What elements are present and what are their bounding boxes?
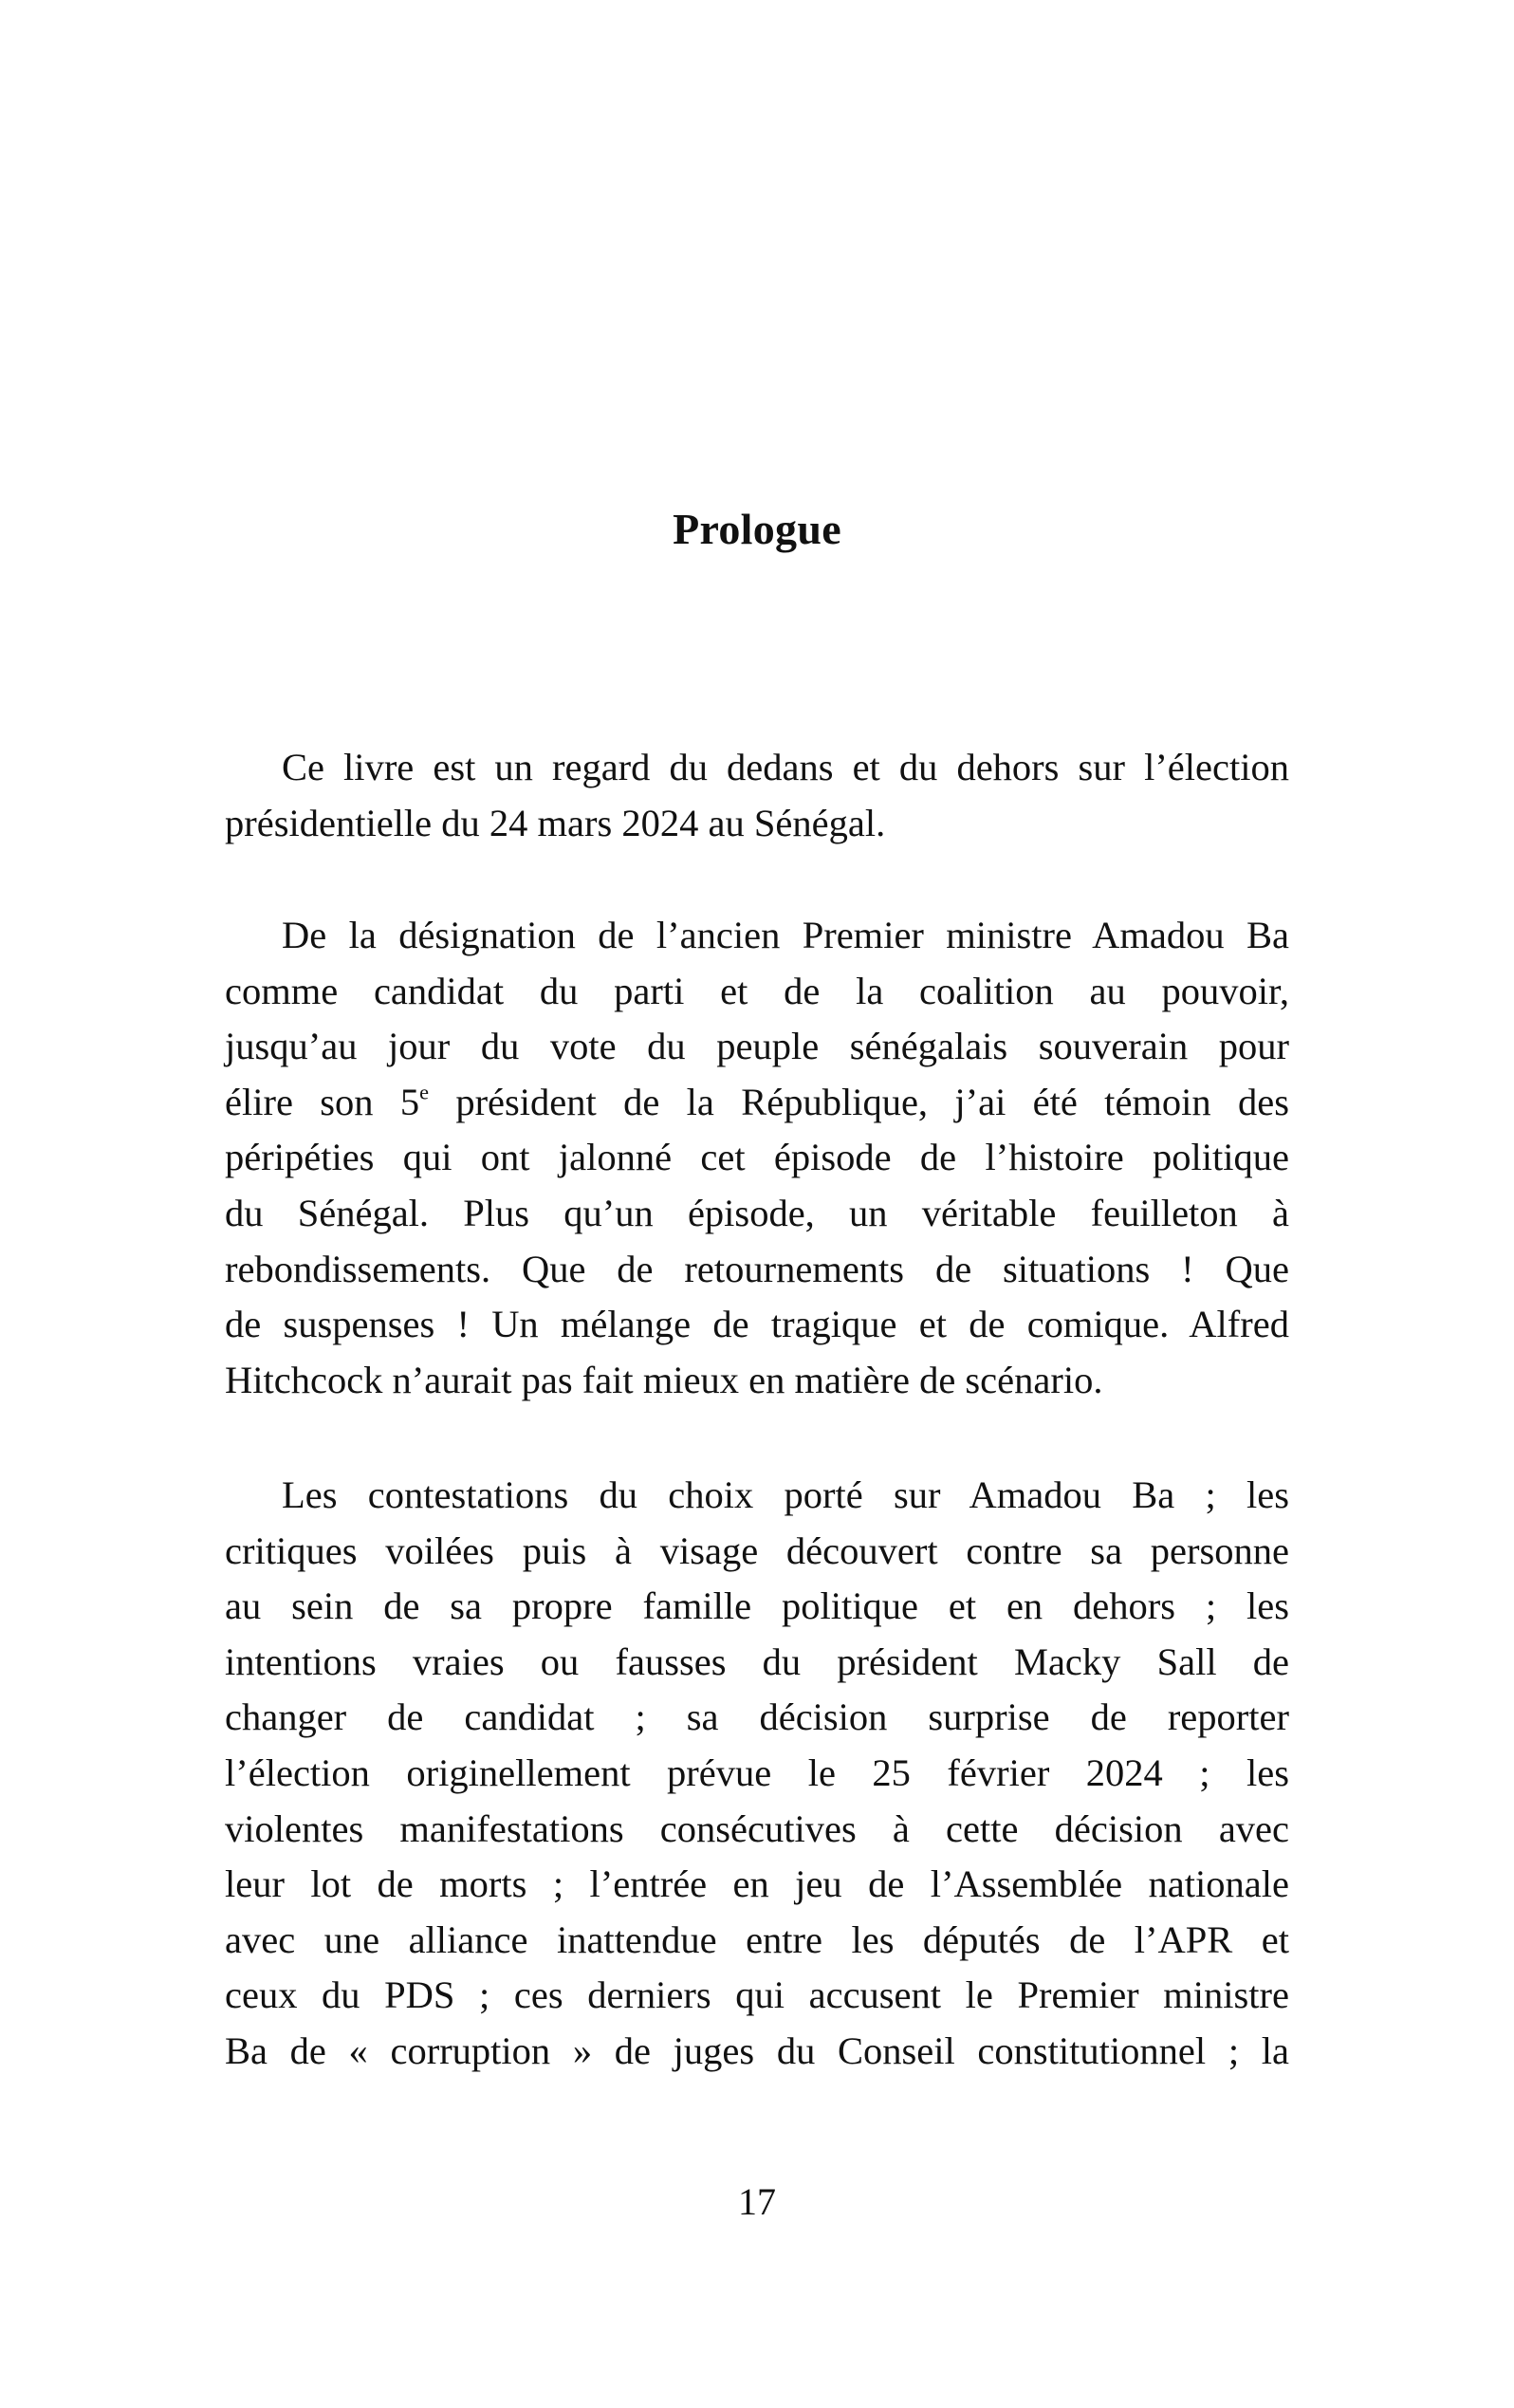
text-line: Hitchcock n’aurait pas fait mieux en matière de scénario. bbox=[225, 1358, 1103, 1401]
text-line: péripéties qui ont jalonné cet épisode de l’histoire politique bbox=[225, 1136, 1289, 1179]
text-line: avec une alliance inattendue entre les députés de l’APR et bbox=[225, 1917, 1289, 1961]
text-line: comme candidat du parti et de la coalition au pouvoir, bbox=[225, 969, 1289, 1012]
text-line: ceux du PDS ; ces derniers qui accusent le Premier ministre bbox=[225, 1973, 1289, 2017]
text-line: intentions vraies ou fausses du président Macky Sall de bbox=[225, 1639, 1289, 1683]
text-fragment: président de la République, j’ai été témoin des bbox=[429, 1080, 1289, 1123]
text-line: rebondissements. Que de retournements de situations ! Que bbox=[225, 1247, 1289, 1290]
text-line: Ba de « corruption » de juges du Conseil constitutionnel ; la bbox=[225, 2028, 1289, 2072]
text-fragment: élire son 5 bbox=[225, 1080, 420, 1123]
text-line: Ce livre est un regard du dedans et du dehors sur l’élection bbox=[282, 746, 1289, 788]
text-line: de suspenses ! Un mélange de tragique et de comique. Alfred bbox=[225, 1303, 1289, 1346]
text-line: violentes manifestations consécutives à cette décision avec bbox=[225, 1806, 1289, 1850]
paragraph-2 bbox=[225, 908, 1289, 1408]
text-line: changer de candidat ; sa décision surprise de reporter bbox=[225, 1695, 1289, 1739]
chapter-title: Prologue bbox=[673, 505, 841, 553]
page-number: 17 bbox=[738, 2180, 776, 2223]
text-line: du Sénégal. Plus qu’un épisode, un véritable feuilleton à bbox=[225, 1191, 1289, 1234]
text-line: présidentielle du 24 mars 2024 au Sénégal. bbox=[225, 801, 886, 844]
text-line: l’élection originellement prévue le 25 février 2024 ; les bbox=[225, 1750, 1289, 1794]
text-line: critiques voilées puis à visage découvert contre sa personne bbox=[225, 1528, 1289, 1572]
paragraph-1 bbox=[225, 740, 1289, 851]
paragraph-3 bbox=[225, 1468, 1289, 2080]
text-line: au sein de sa propre famille politique et en dehors ; les bbox=[225, 1584, 1289, 1628]
text-line: Les contestations du choix porté sur Amadou Ba ; les bbox=[282, 1473, 1289, 1516]
text-line: leur lot de morts ; l’entrée en jeu de l’Assemblée nationale bbox=[225, 1862, 1289, 1906]
text-line: jusqu’au jour du vote du peuple sénégalais souverain pour bbox=[225, 1025, 1289, 1068]
text-line bbox=[225, 1075, 1289, 1131]
ordinal-superscript: e bbox=[419, 1080, 429, 1104]
text-line: De la désignation de l’ancien Premier ministre Amadou Ba bbox=[282, 914, 1289, 956]
